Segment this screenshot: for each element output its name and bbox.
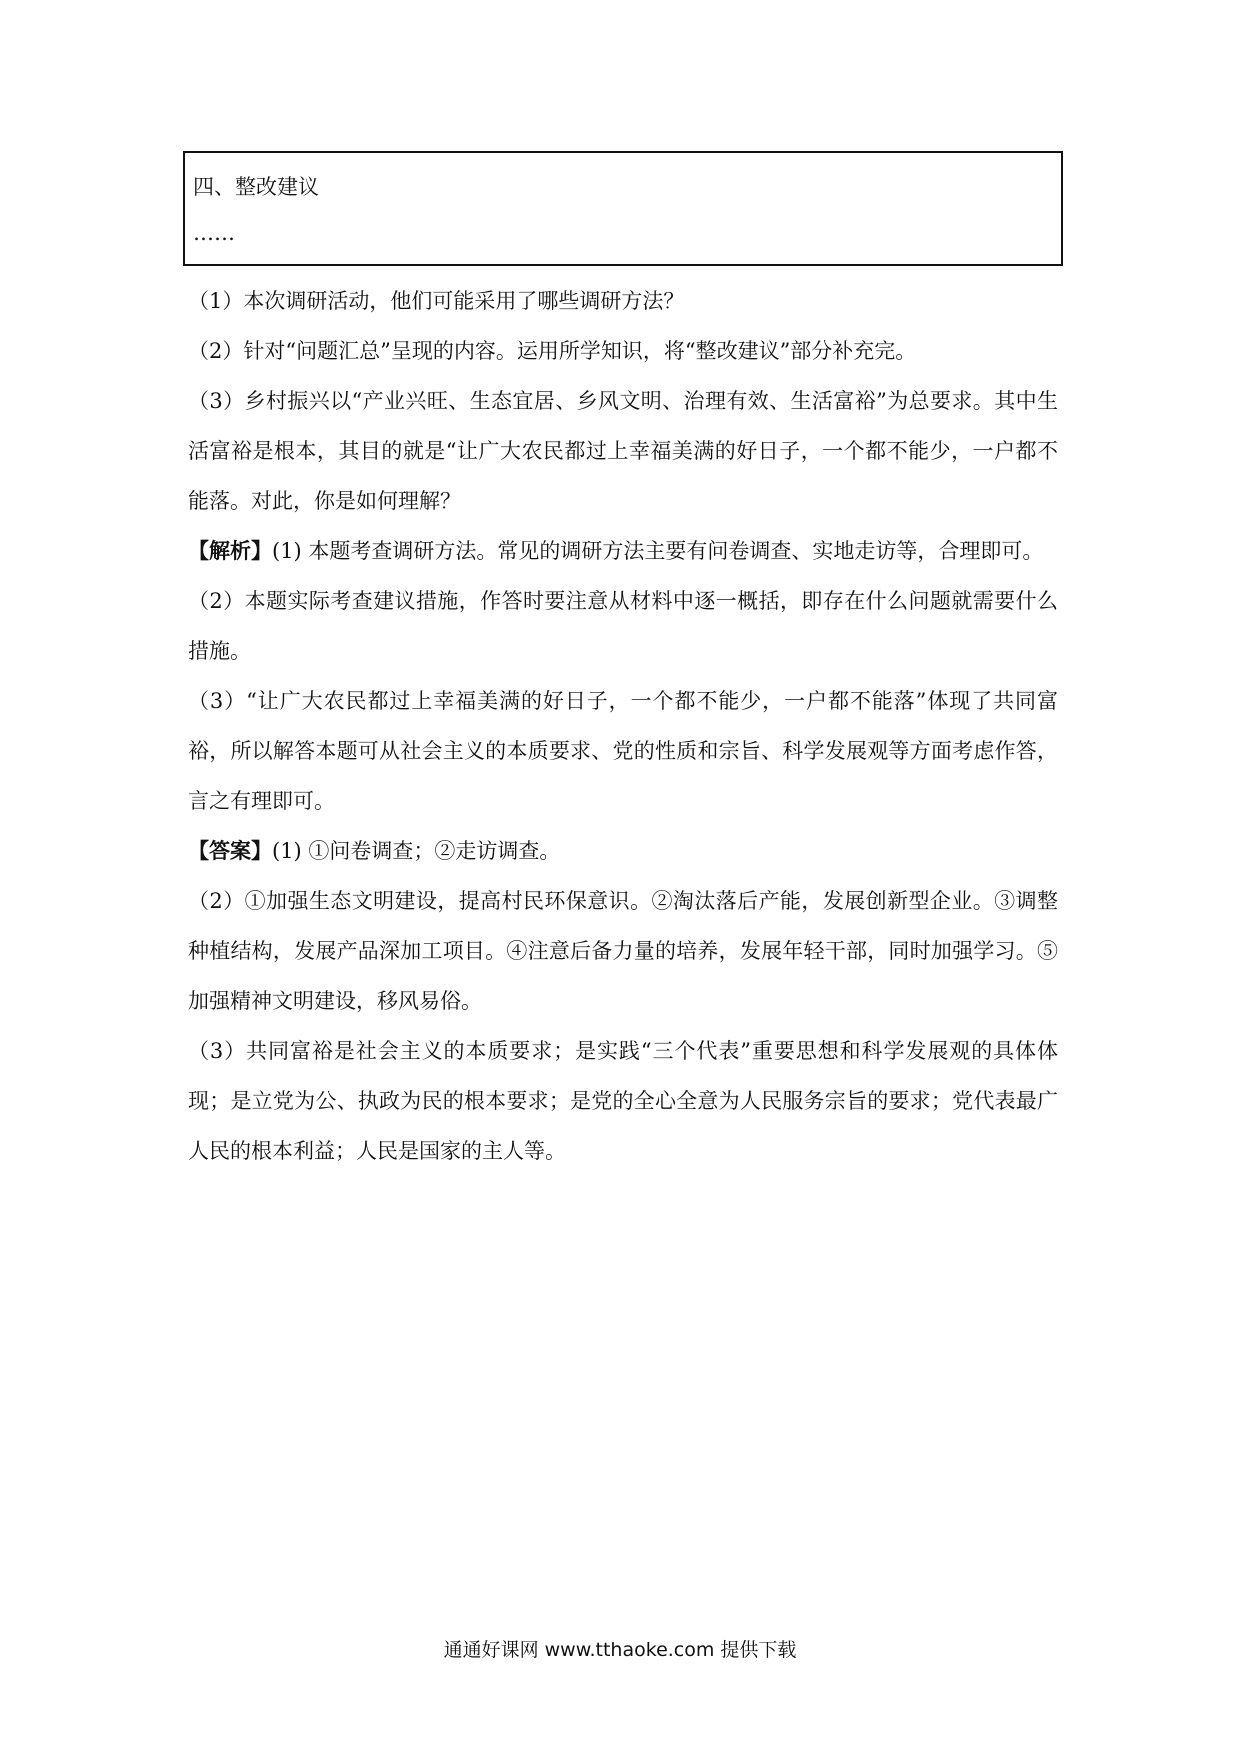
analysis-2: （2）本题实际考查建议措施，作答时要注意从材料中逐一概括，即存在什么问题就需要什么措施。: [188, 589, 1058, 663]
answer-1: [188, 826, 1058, 876]
analysis-1: [188, 526, 1058, 576]
document-body: [188, 276, 1058, 1176]
answer-2: （2）①加强生态文明建设，提高村民环保意识。②淘汰落后产能，发展创新型企业。③调整种植结构，发展产品深加工项目。④注意后备力量的培养，发展年轻干部，同时加强学习。⑤加强精神文明建设，移风易俗。: [188, 889, 1058, 1013]
analysis-3: （3）“让广大农民都过上幸福美满的好日子，一个都不能少，一户都不能落”体现了共同富裕，所以解答本题可从社会主义的本质要求、党的性质和宗旨、科学发展观等方面考虑作答，言之有理即可。: [188, 689, 1058, 813]
question-2: （2）针对“问题汇总”呈现的内容。运用所学知识，将“整改建议”部分补充完。: [188, 339, 917, 363]
section-ellipsis: ……: [193, 221, 235, 245]
section-heading: 四、整改建议: [193, 175, 319, 199]
answer-3: （3）共同富裕是社会主义的本质要求；是实践“三个代表”重要思想和科学发展观的具体体现；是立党为公、执政为民的根本要求；是党的全心全意为人民服务宗旨的要求；党代表最广人民的根本利益；人民是国家的主人等。: [188, 1039, 1058, 1163]
question-3: （3）乡村振兴以“产业兴旺、生态宜居、乡风文明、治理有效、生活富裕”为总要求。其中生活富裕是根本，其目的就是“让广大农民都过上幸福美满的好日子，一个都不能少，一户都不能落。对此，你是如何理解？: [188, 389, 1058, 513]
answer-tag: 【答案】: [188, 838, 272, 863]
question-1: （1）本次调研活动，他们可能采用了哪些调研方法？: [188, 289, 685, 313]
analysis-1-text: (1) 本题考查调研方法。常见的调研方法主要有问卷调查、实地走访等，合理即可。: [272, 539, 1044, 563]
answer-1-text: (1) ①问卷调查；②走访调查。: [272, 839, 561, 863]
analysis-tag: 【解析】: [188, 538, 272, 563]
section-box: [183, 151, 1063, 266]
page-footer: 通通好课网 www.tthaoke.com 提供下载: [443, 1639, 797, 1661]
